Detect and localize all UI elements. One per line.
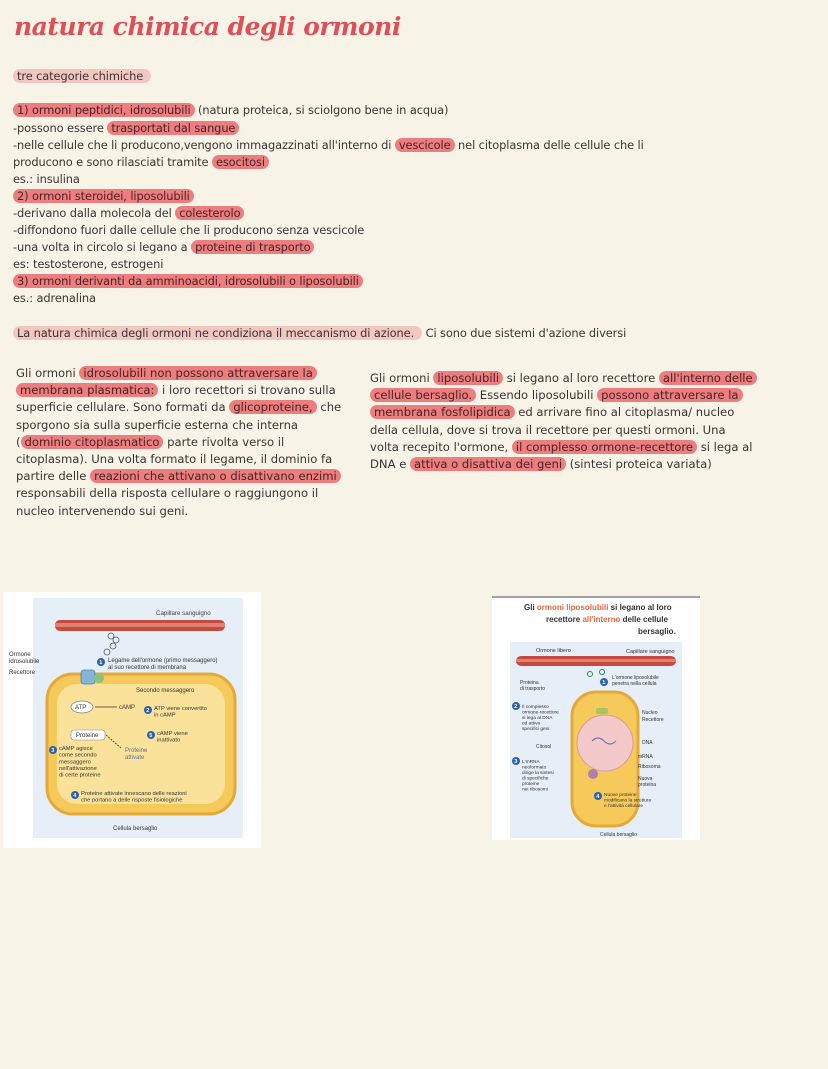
right-line3 (370, 404, 757, 421)
cat3-heading-highlight: 3) ormoni derivanti da amminoacidi, idrosolubili o liposolubili (13, 274, 363, 288)
right-line6-highlight: attiva o disattiva dei geni (410, 457, 566, 471)
fig1-camp-label: cAMP (119, 705, 136, 711)
fig2-new-protein-label: Nuova proteina (638, 776, 657, 788)
cat1-line2-rest: nel citoplasma delle cellule che li (454, 138, 644, 152)
cat2-line1 (13, 206, 244, 221)
left-line7-text: partire delle (16, 469, 91, 484)
right-line6-rest: (sintesi proteica variata) (566, 457, 712, 472)
fig2-ribosome-label: Ribosoma (638, 764, 661, 770)
right-line3-highlight: membrana fosfolipidica (370, 405, 515, 419)
right-line2 (370, 387, 757, 404)
fig2-nucleus-label: Nucleo (642, 710, 658, 716)
fig2-step3-label: L'mRNA neoformato dirige la sintesi di specifiche proteine nei ribosomi (522, 760, 554, 793)
left-line1-highlight: idrosolubili non possono attraversare la (79, 366, 316, 380)
intro-line (13, 69, 151, 84)
right-line6 (370, 456, 757, 473)
right-line2-highlight: cellule bersaglio. (370, 388, 476, 402)
right-line1-text: Gli ormoni (370, 371, 434, 385)
left-line2-text: i loro recettori si trovano sulla (158, 383, 336, 398)
fig2-caption-line2: recettore all'interno delle cellule (546, 615, 668, 624)
cat1-heading-rest: (natura proteica, si sciolgono bene in acqua) (194, 103, 449, 117)
left-line3-rest: che (316, 400, 342, 415)
left-line9: nucleo intervenendo sui geni. (16, 503, 189, 518)
right-line2-highlight2: possono attraversare la (597, 388, 742, 402)
fig2-dna-label: DNA (642, 740, 653, 746)
svg-text:5: 5 (149, 733, 153, 739)
cat2-line1-highlight: colesterolo (175, 206, 244, 220)
figure-liposoluble-hormones (492, 596, 700, 840)
cat2-heading-highlight: 2) ormoni steroidei, liposolubili (13, 189, 194, 203)
figure-hydrosoluble-hormones (3, 592, 261, 848)
fig2-cytosol-label: Citosol (536, 744, 552, 750)
cat1-line1 (13, 121, 239, 136)
nucleus-icon (577, 715, 633, 771)
fig2-capillary-label: Capillare sanguigno (626, 649, 675, 655)
fig2-receptor-label: Recettore (642, 717, 664, 723)
cat3-example: es.: adrenalina (13, 291, 96, 305)
left-line1-text: Gli ormoni (16, 366, 80, 380)
summary-line (13, 326, 626, 341)
left-line4: sporgono sia sulla superficie esterna che interna (16, 417, 299, 432)
fig1-activated-label: Proteine attivate (125, 748, 148, 761)
summary-rest: Ci sono due sistemi d'azione diversi (422, 326, 627, 340)
left-line7-highlight: reazioni che attivano o disattivano enzimi (90, 469, 341, 483)
left-line8: responsabili della risposta cellulare o raggiungono il (16, 486, 319, 501)
cat2-heading (13, 189, 194, 204)
page-title: natura chimica degli ormoni (14, 12, 401, 41)
left-line2 (16, 382, 341, 399)
g-protein-icon (94, 673, 104, 683)
cat1-line3-text: producono e sono rilasciati tramite (13, 155, 212, 169)
fig1-step1-label: Legame dell'ormone (primo messaggero) al suo recettore di membrana (108, 658, 218, 671)
right-line5 (370, 439, 757, 456)
fig1-step2-label: ATP viene convertito in cAMP (154, 706, 207, 719)
cat2-example: es: testosterone, estrogeni (13, 257, 164, 271)
fig2-step2-label: Il complesso ormone-recettore si lega al DNA ed attiva specifici geni (522, 705, 559, 733)
fig1-proteins-label: Proteine (76, 733, 99, 739)
left-line3 (16, 399, 341, 416)
fig1-second-messenger-label: Secondo messaggero (136, 688, 195, 694)
fig2-caption-line3: bersaglio. (638, 627, 676, 636)
fig2-step4-label: Nuove proteine modificano la struttura e l'attività cellulare (604, 793, 652, 810)
left-line3-text: superficie cellulare. Sono formati da (16, 400, 230, 415)
fig2-caption-line1: Gli ormoni liposolubili si legano al loro (524, 603, 672, 612)
left-column (16, 365, 341, 520)
left-line7 (16, 468, 341, 485)
fig1-step4-label: Proteine attivate innescano delle reazioni che portano a delle risposte fisiologiche (81, 791, 187, 804)
cat1-line2-text: -nelle cellule che li producono,vengono immagazzinati all'interno di (13, 138, 395, 152)
fig1-receptor-label: Recettore (9, 670, 36, 676)
left-line2-highlight: membrana plasmatica: (16, 383, 158, 397)
cat3-heading (13, 274, 363, 289)
left-line5-rest: parte rivolta verso il (163, 434, 285, 449)
svg-text:2: 2 (514, 704, 518, 710)
cat2-line3 (13, 240, 314, 255)
intro-highlight: tre categorie chimiche (13, 69, 151, 83)
svg-text:1: 1 (99, 660, 103, 666)
left-line1 (16, 365, 341, 382)
fig1-hormone-label: Ormone idrosolubile (9, 652, 40, 665)
cat1-line2 (13, 138, 644, 153)
right-line1-mid: si legano al loro recettore (503, 371, 659, 385)
right-line2-mid: Essendo liposolubili (476, 388, 598, 403)
cat2-line3-text: -una volta in circolo si legano a (13, 240, 192, 254)
fig2-receptor-icon (596, 708, 608, 714)
right-line3-text: ed arrivare fino al citoplasma/ nucleo (514, 405, 735, 420)
cat2-line2: -diffondono fuori dalle cellule che li producono senza vescicole (13, 223, 365, 237)
summary-highlight: La natura chimica degli ormoni ne condiziona il meccanismo di azione. (13, 326, 422, 340)
svg-text:3: 3 (51, 748, 55, 754)
cat1-heading-highlight: 1) ormoni peptidici, idrosolubili (13, 103, 195, 117)
cat1-line1-highlight: trasportati dal sangue (107, 121, 239, 135)
left-line5-highlight: dominio citoplasmatico (21, 435, 164, 449)
cat1-line2-highlight: vescicole (395, 138, 455, 152)
left-line3-highlight: glicoproteine, (229, 400, 316, 414)
right-line5-rest: si lega al (697, 439, 753, 454)
svg-text:4: 4 (596, 794, 600, 800)
ribosome-icon (588, 769, 598, 779)
fig2-step1-label: L'ormone liposolubile penetra nella cellula (612, 675, 659, 687)
fig1-cell-label: Cellula bersaglio (113, 826, 158, 832)
fig2-cell-label: Cellula bersaglio (600, 832, 637, 838)
left-line5-text: ( (16, 434, 21, 449)
fig1-step5-label: cAMP viene inattivato (157, 731, 188, 744)
svg-text:1: 1 (602, 680, 606, 686)
right-line1 (370, 370, 757, 387)
svg-text:3: 3 (514, 759, 518, 765)
right-column (370, 370, 757, 473)
cat2-line1-text: -derivano dalla molecola del (13, 206, 176, 220)
cat1-line3 (13, 155, 269, 170)
fig2-mrna-label: mRNA (638, 754, 653, 760)
fig2-transport-label: Proteina di trasporto (520, 680, 546, 692)
left-line6: citoplasma). Una volta formato il legame, il dominio fa (16, 452, 333, 467)
right-line1-highlight2: all'interno delle (659, 371, 757, 385)
cat1-line3-highlight: esocitosi (212, 155, 269, 169)
right-line5-highlight: il complesso ormone-recettore (512, 440, 697, 454)
membrane-receptor-icon (81, 670, 95, 684)
right-line6-text: DNA e (370, 457, 411, 472)
cat2-line3-highlight: proteine di trasporto (191, 240, 314, 254)
right-line1-highlight: liposolubili (433, 371, 503, 385)
fig1-step3-label: cAMP agisce come secondo messaggero nell'attivazione di certe proteine (59, 746, 101, 779)
fig1-atp-label: ATP (75, 705, 87, 711)
cat1-heading (13, 103, 448, 118)
cat1-line1-text: -possono essere (13, 121, 108, 135)
cat1-example: es.: insulina (13, 172, 80, 186)
right-line5-text: volta recepito l'ormone, (370, 439, 512, 454)
fig2-free-hormone-label: Ormone libero (536, 648, 571, 654)
right-line4: della cellula, dove si trova il recettore per questi ormoni. Una (370, 422, 726, 437)
svg-text:2: 2 (146, 708, 150, 714)
left-line5 (16, 434, 341, 451)
svg-text:4: 4 (73, 793, 77, 799)
fig1-capillary-label: Capillare sanguigno (156, 610, 211, 617)
